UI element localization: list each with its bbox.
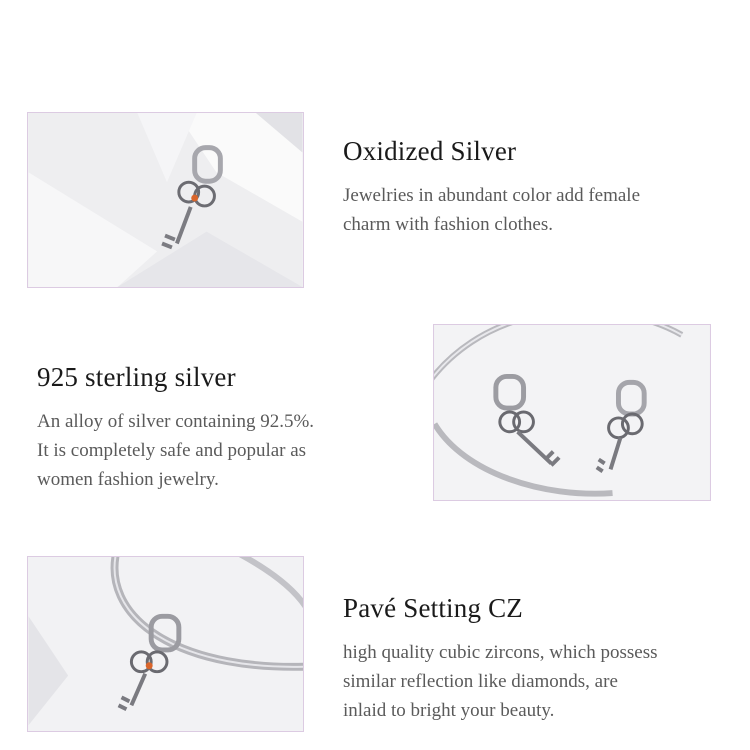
feature-description — [37, 407, 417, 494]
feature-oxidized-silver — [343, 136, 743, 239]
feature-sterling-silver — [37, 362, 417, 494]
description-line: charm with fashion clothes. — [343, 214, 554, 235]
feature-title: Oxidized Silver — [343, 136, 517, 166]
description-line: Jewelries in abundant color add female — [343, 185, 641, 206]
bracelet-charm-illustration — [28, 557, 303, 731]
feature-description — [343, 638, 743, 725]
product-photo-key-charm-paper — [27, 112, 304, 288]
feature-title: Pavé Setting CZ — [343, 593, 523, 623]
description-line: similar reflection like diamonds, are — [343, 671, 618, 692]
bracelet-charms-illustration — [434, 325, 710, 500]
description-line: women fashion jewelry. — [37, 469, 219, 490]
product-photo-bracelet-single-charm — [27, 556, 304, 732]
description-line: high quality cubic zircons, which possess — [343, 642, 658, 663]
feature-pave-setting-cz — [343, 593, 743, 725]
product-photo-bracelet-two-charms — [433, 324, 711, 501]
key-charm-illustration — [28, 113, 303, 287]
feature-title: 925 sterling silver — [37, 362, 236, 392]
description-line: An alloy of silver containing 92.5%. — [37, 411, 315, 432]
description-line: inlaid to bright your beauty. — [343, 700, 555, 721]
description-line: It is completely safe and popular as — [37, 440, 307, 461]
feature-description — [343, 181, 743, 239]
